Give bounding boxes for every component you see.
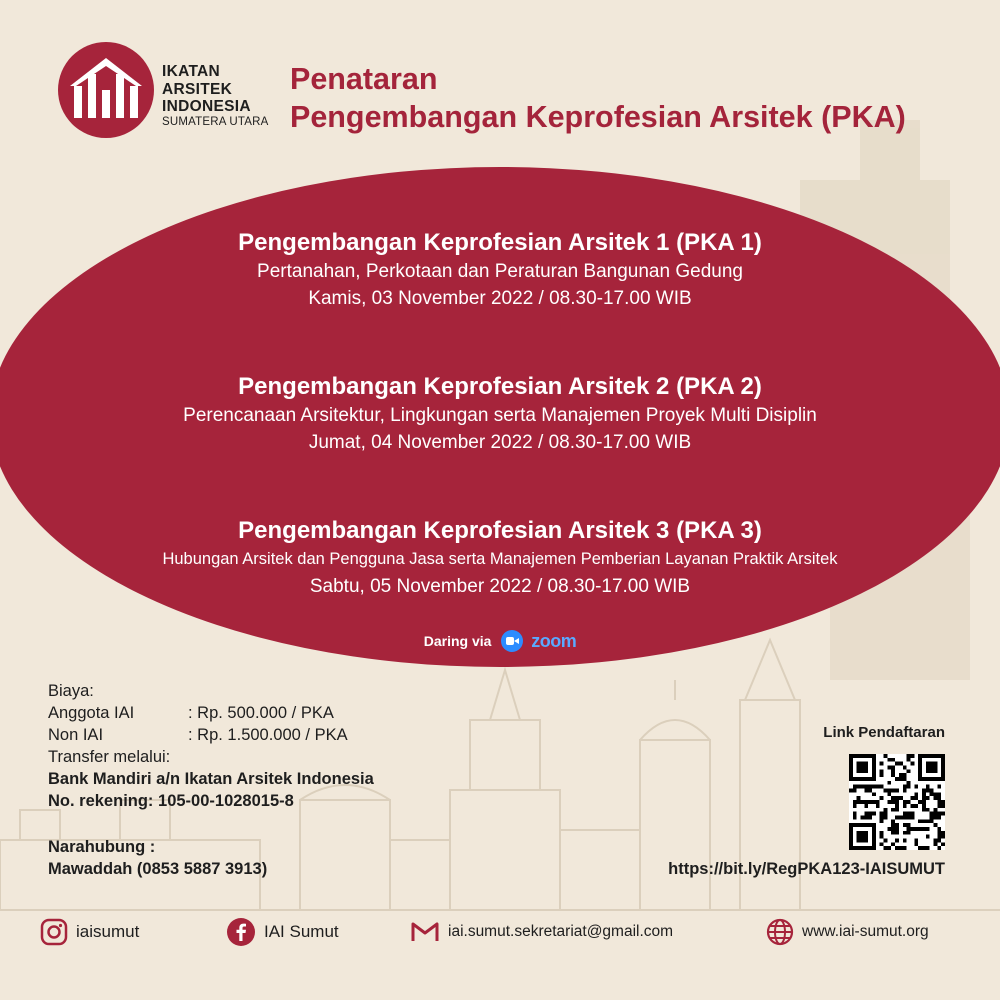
fee-value: : Rp. 500.000 / PKA — [188, 704, 334, 722]
session-heading: Pengembangan Keprofesian Arsitek 1 (PKA 1) — [238, 229, 762, 256]
contact-label: Narahubung : — [48, 838, 156, 856]
fee-row-nonmember — [48, 724, 374, 746]
footer-email[interactable] — [410, 912, 673, 952]
online-label: Daring via — [423, 633, 492, 649]
website-url: www.iai-sumut.org — [802, 923, 929, 940]
fee-label: Non IAI — [48, 726, 104, 744]
contact-value: Mawaddah (0853 5887 3913) — [48, 860, 268, 878]
title-line-2: Pengembangan Keprofesian Arsitek (PKA) — [290, 100, 906, 134]
zoom-wordmark: zoom — [531, 630, 577, 651]
registration-qr-code[interactable] — [849, 754, 945, 850]
facebook-page: IAI Sumut — [264, 922, 339, 941]
iai-logo — [56, 40, 156, 140]
gmail-icon — [410, 920, 440, 944]
session-topic: Hubungan Arsitek dan Pengguna Jasa serta Manajemen Pemberian Layanan Praktik Arsitek — [162, 550, 838, 568]
fee-value: : Rp. 1.500.000 / PKA — [188, 726, 348, 744]
session-heading: Pengembangan Keprofesian Arsitek 2 (PKA 2) — [238, 373, 762, 400]
session-date: Jumat, 04 November 2022 / 08.30-17.00 WIB — [308, 432, 692, 453]
globe-icon — [766, 918, 794, 946]
fees-title: Biaya: — [48, 682, 94, 700]
zoom-icon — [501, 630, 523, 652]
session-topic: Perencanaan Arsitektur, Lingkungan serta Manajemen Proyek Multi Disiplin — [183, 405, 817, 426]
registration-link[interactable]: https://bit.ly/RegPKA123-IAISUMUT — [668, 860, 945, 878]
facebook-icon — [226, 917, 256, 947]
org-line-1: IKATAN — [162, 63, 221, 80]
fee-row-member — [48, 702, 374, 724]
instagram-icon — [40, 918, 68, 946]
session-2 — [0, 372, 1000, 456]
org-line-4: SUMATERA UTARA — [162, 115, 269, 128]
session-3 — [0, 516, 1000, 600]
transfer-label: Transfer melalui: — [48, 748, 171, 766]
fee-label: Anggota IAI — [48, 704, 135, 722]
organization-name — [162, 64, 269, 128]
footer-instagram[interactable] — [40, 912, 139, 952]
contact-section — [48, 836, 267, 880]
online-via — [0, 630, 1000, 652]
session-heading: Pengembangan Keprofesian Arsitek 3 (PKA 3) — [238, 517, 762, 544]
page-title — [290, 60, 906, 136]
session-date: Kamis, 03 November 2022 / 08.30-17.00 WIB — [308, 288, 692, 309]
registration-label: Link Pendaftaran — [823, 724, 945, 741]
account-number: 105-00-1028015-8 — [158, 792, 294, 810]
session-topic: Pertanahan, Perkotaan dan Peraturan Bangunan Gedung — [257, 261, 743, 282]
session-1 — [0, 228, 1000, 312]
account-label: No. rekening: — [48, 792, 154, 810]
bank-name: Bank Mandiri a/n Ikatan Arsitek Indonesia — [48, 770, 374, 788]
email-address: iai.sumut.sekretariat@gmail.com — [448, 923, 674, 940]
footer-website[interactable] — [766, 912, 929, 952]
account-row — [48, 790, 374, 812]
fees-section — [48, 680, 374, 812]
instagram-handle: iaisumut — [76, 922, 140, 941]
org-line-3: INDONESIA — [162, 98, 251, 115]
org-line-2: ARSITEK — [162, 80, 233, 98]
session-date: Sabtu, 05 November 2022 / 08.30-17.00 WIB — [309, 576, 691, 597]
footer-facebook[interactable] — [226, 912, 339, 952]
footer — [0, 912, 1000, 952]
title-line-1: Penataran — [290, 62, 438, 96]
